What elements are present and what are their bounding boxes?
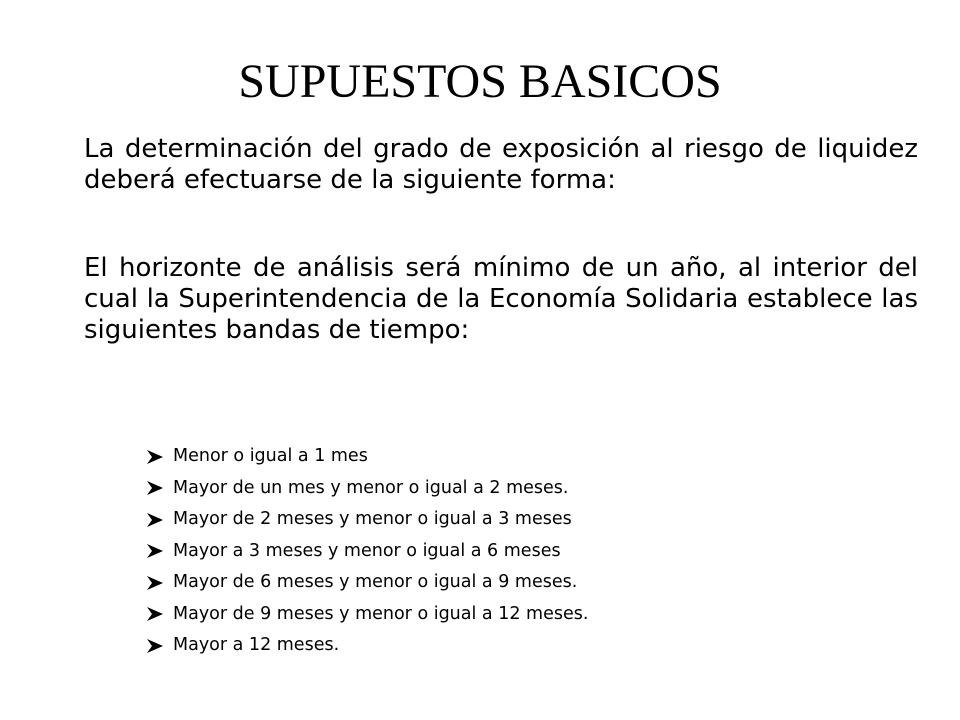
list-item [147, 630, 588, 662]
time-bands-list [147, 441, 588, 662]
list-item-text: Mayor de 2 meses y menor o igual a 3 meses [173, 509, 572, 529]
list-item [147, 504, 588, 536]
list-item-text: Mayor de 6 meses y menor o igual a 9 meses. [173, 572, 578, 592]
arrowhead-bullet-icon [147, 480, 173, 496]
list-item-text: Mayor de un mes y menor o igual a 2 meses. [173, 477, 569, 498]
arrowhead-bullet-icon [147, 449, 173, 465]
list-item-text: Mayor a 12 meses. [173, 635, 340, 655]
list-item [147, 473, 588, 505]
arrowhead-bullet-icon [147, 606, 173, 622]
list-item [147, 441, 588, 473]
list-item-text: Mayor a 3 meses y menor o igual a 6 meses [173, 540, 561, 561]
list-item [147, 536, 588, 568]
horizon-paragraph: El horizonte de análisis será mínimo de un año, al interior del cual la Superintendencia de la Economía Solidaria establece las siguientes bandas de tiempo: [84, 253, 918, 345]
arrowhead-bullet-icon [147, 638, 173, 654]
list-item-text: Menor o igual a 1 mes [173, 446, 368, 466]
list-item-text: Mayor de 9 meses y menor o igual a 12 meses. [173, 603, 589, 624]
arrowhead-bullet-icon [147, 575, 173, 591]
intro-paragraph: La determinación del grado de exposición al riesgo de liquidez deberá efectuarse de la siguiente forma: [84, 134, 918, 195]
list-item [147, 599, 588, 631]
list-item [147, 567, 588, 599]
arrowhead-bullet-icon [147, 512, 173, 528]
slide-title: SUPUESTOS BASICOS [238, 55, 722, 108]
arrowhead-bullet-icon [147, 543, 173, 559]
